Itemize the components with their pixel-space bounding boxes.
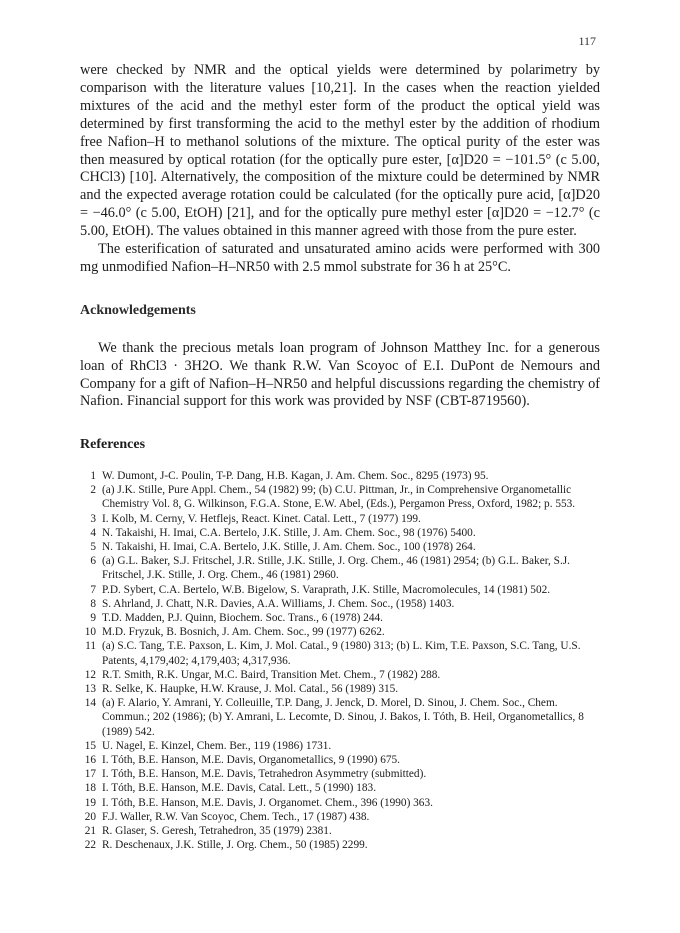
reference-item [80,796,605,810]
reference-item [80,696,605,739]
reference-number: 14 [84,697,96,710]
reference-text: I. Tóth, B.E. Hanson, M.E. Davis, Organometallics, 9 (1990) 675. [102,754,400,767]
reference-number: 3 [90,512,96,525]
reference-text: P.D. Sybert, C.A. Bertelo, W.B. Bigelow, S. Varaprath, J.K. Stille, Macromolecules, 14 (1981) 502. [102,583,551,596]
reference-number: 1 [90,470,96,482]
reference-text: N. Takaishi, H. Imai, C.A. Bertelo, J.K. Stille, J. Am. Chem. Soc., 100 (1978) 264. [102,541,476,554]
reference-number: 18 [84,782,96,795]
reference-item [80,739,605,753]
reference-text: (a) G.L. Baker, S.J. Fritschel, J.R. Stille, J.K. Stille, J. Org. Chem., 46 (1981) 2954; (b) G.L. Baker, S.J. Fritschel, J.K. Stille, J. Org. Chem., 46 (1981) 2960. [102,555,570,582]
reference-text: R. Selke, K. Haupke, H.W. Krause, J. Mol. Catal., 56 (1989) 315. [102,683,399,696]
body-paragraph: The esterification of saturated and unsaturated amino acids were performed with 300 mg unmodified Nafion–H–NR50 with 2.5 mmol substrate for 36 h at 25°C. [80,241,600,275]
reference-item [80,526,605,540]
body-paragraph: were checked by NMR and the optical yields were determined by polarimetry by comparison with the literature values [10,21]. In the cases when the reaction yielded mixtures of the acid and the methyl ester form of the product the optical yield was determined by first transforming the acid to the methyl ester by the addition of rhodium free Nafion–H to methanol solutions of the mixture. The optical purity of the ester was then measured by optical rotation (for the optically pure ester, [α]D20 = −101.5° (c 5.00, CHCl3) [10]. Alternatively, the composition of the mixture could be determined by NMR and the expected average rotation could be calculated (for the optically pure acid, [α]D20 = −46.0° (c 5.00, EtOH) [21], and for the optically pure methyl ester [α]D20 = −12.7° (c 5.00, EtOH). The values obtained in this manner agreed with those from the pure ester. [80,62,600,240]
reference-number: 16 [84,754,96,767]
reference-text: W. Dumont, J-C. Poulin, T-P. Dang, H.B. Kagan, J. Am. Chem. Soc., 8295 (1973) 95. [102,470,489,482]
reference-number: 11 [85,640,96,653]
reference-text: T.D. Madden, P.J. Quinn, Biochem. Soc. Trans., 6 (1978) 244. [102,612,383,625]
reference-text: I. Tóth, B.E. Hanson, M.E. Davis, J. Organomet. Chem., 396 (1990) 363. [102,796,433,809]
reference-number: 21 [84,825,96,838]
reference-text: F.J. Waller, R.W. Van Scoyoc, Chem. Tech., 17 (1987) 438. [102,810,370,823]
reference-item [80,625,605,639]
reference-text: I. Kolb, M. Cerny, V. Hetflejs, React. Kinet. Catal. Lett., 7 (1977) 199. [102,512,421,525]
reference-item [80,781,605,795]
reference-text: R. Deschenaux, J.K. Stille, J. Org. Chem., 50 (1985) 2299. [102,839,368,852]
reference-number: 7 [90,583,96,596]
reference-item [80,540,605,554]
reference-number: 8 [90,597,96,610]
reference-text: S. Ahrland, J. Chatt, N.R. Davies, A.A. Williams, J. Chem. Soc., (1958) 1403. [102,597,455,610]
reference-item [80,469,605,483]
reference-number: 13 [84,683,96,696]
reference-item [80,838,605,852]
acknowledgements-heading: Acknowledgements [80,303,196,318]
reference-number: 6 [90,555,96,568]
reference-text: I. Tóth, B.E. Hanson, M.E. Davis, Tetrahedron Asymmetry (submitted). [102,768,427,781]
reference-item [80,611,605,625]
reference-text: R. Glaser, S. Geresh, Tetrahedron, 35 (1979) 2381. [102,825,332,838]
reference-text: (a) F. Alario, Y. Amrani, Y. Colleuille, T.P. Dang, J. Jenck, D. Morel, D. Sinou, J. Chem. Soc., Chem. Commun.; 202 (1986); (b) Y. Amrani, L. Lecomte, D. Sinou, J. Bakos, I. Tóth, B. Heil, Organometallics, 8 (1989) 542. [102,697,584,738]
reference-text: (a) J.K. Stille, Pure Appl. Chem., 54 (1982) 99; (b) C.U. Pittman, Jr., in Comprehensive Organometallic Chemistry Vol. 8, G. Wilkinson, F.G.A. Stone, E.W. Abel, (Eds.), Pergamon Press, Oxford, 1982; p. 553. [102,484,576,511]
reference-number: 22 [84,839,96,852]
reference-list [80,469,605,852]
reference-number: 5 [90,541,96,554]
reference-text: R.T. Smith, R.K. Ungar, M.C. Baird, Transition Met. Chem., 7 (1982) 288. [102,668,441,681]
reference-number: 12 [84,668,96,681]
reference-number: 9 [90,612,96,625]
reference-text: U. Nagel, E. Kinzel, Chem. Ber., 119 (1986) 1731. [102,739,332,752]
reference-item [80,554,605,582]
reference-item [80,639,605,667]
reference-item [80,824,605,838]
reference-item [80,668,605,682]
reference-text: M.D. Fryzuk, B. Bosnich, J. Am. Chem. Soc., 99 (1977) 6262. [102,626,385,639]
reference-number: 15 [84,739,96,752]
reference-item [80,810,605,824]
reference-text: (a) S.C. Tang, T.E. Paxson, L. Kim, J. Mol. Catal., 9 (1980) 313; (b) L. Kim, T.E. Paxson, S.C. Tang, U.S. Patents, 4,179,402; 4,179,403; 4,317,936. [102,640,581,667]
reference-number: 20 [84,810,96,823]
reference-item [80,753,605,767]
references-heading: References [80,437,146,452]
reference-item [80,682,605,696]
acknowledgements-text: We thank the precious metals loan program of Johnson Matthey Inc. for a generous loan of RhCl3 · 3H2O. We thank R.W. Van Scoyoc of E.I. DuPont de Nemours and Company for a gift of Nafion–H–NR50 and helpful discussions regarding the chemistry of Nafion. Financial support for this work was provided by NSF (CBT-8719560). [80,340,600,410]
reference-item [80,767,605,781]
reference-number: 19 [84,796,96,809]
page-number: 117 [578,34,596,48]
reference-text: N. Takaishi, H. Imai, C.A. Bertelo, J.K. Stille, J. Am. Chem. Soc., 98 (1976) 5400. [102,526,476,539]
reference-item [80,512,605,526]
reference-number: 10 [84,626,96,639]
reference-number: 4 [90,526,96,539]
reference-item [80,483,605,511]
reference-number: 17 [84,768,96,781]
reference-number: 2 [90,484,96,497]
body-text [80,62,600,277]
reference-text: I. Tóth, B.E. Hanson, M.E. Davis, Catal. Lett., 5 (1990) 183. [102,782,377,795]
reference-item [80,597,605,611]
reference-item [80,583,605,597]
